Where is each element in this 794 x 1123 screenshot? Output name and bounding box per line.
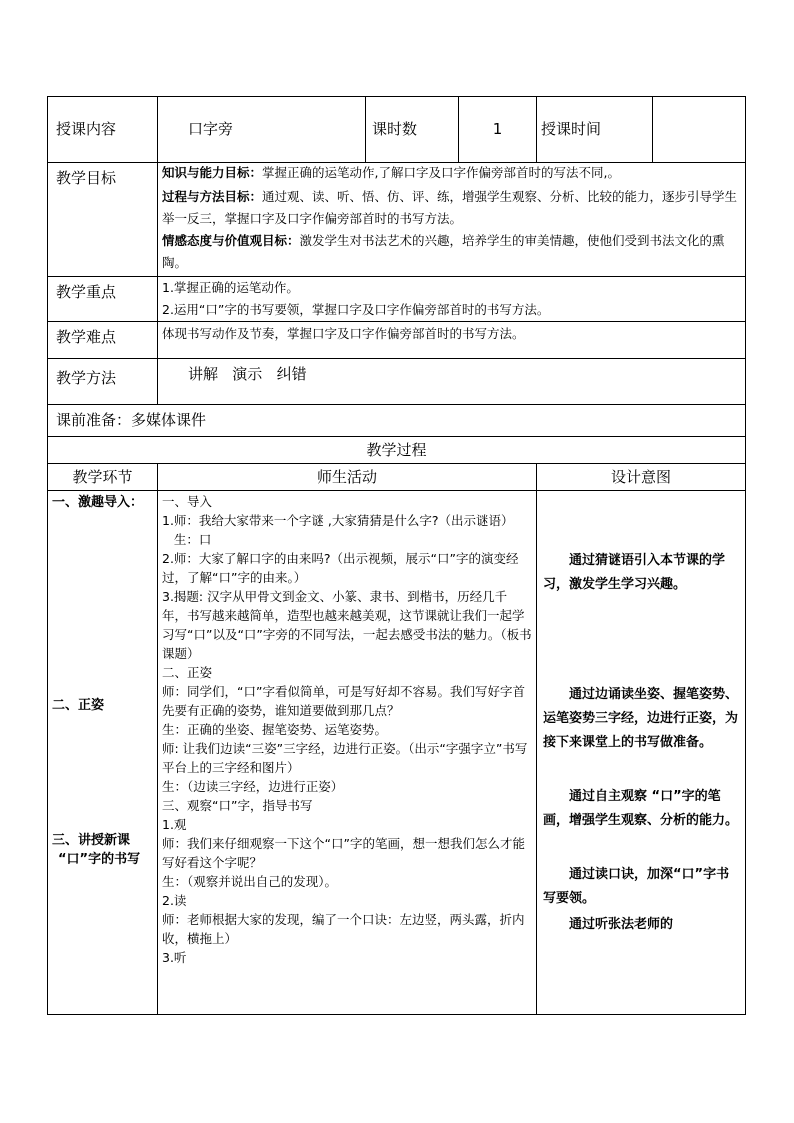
col-activity-header: 师生活动 — [158, 464, 537, 491]
intent-3: 通过自主观察 “口”字的笔画，增强学生观察、分析的能力。 — [543, 789, 739, 828]
emotion-goal — [162, 230, 741, 274]
content-value: 口字旁 — [158, 97, 366, 163]
process-goal-label: 过程与方法目标： — [162, 189, 263, 204]
activity-line: 生：口 — [162, 532, 212, 547]
stage-3-sub: “口”字的书写 — [58, 852, 141, 867]
methods-text: 讲解 演示 纠错 — [158, 359, 746, 405]
key-points-content — [158, 277, 746, 322]
process-goal — [162, 186, 741, 230]
process-goal-text: 通过观、读、听、悟、仿、评、练，增强学生观察、分析、比较的能力，逐步引导学生举一反三，掌握口字及口字作偏旁部首时的书写方法。 — [162, 189, 738, 226]
key-point-2: 2.运用“口”字的书写要领，掌握口字及口字作偏旁部首时的书写方法。 — [162, 302, 550, 317]
activity-line: 3.听 — [162, 950, 187, 965]
prep-text: 课前准备：多媒体课件 — [48, 405, 746, 437]
content-label: 授课内容 — [48, 97, 158, 163]
col-intent-header: 设计意图 — [537, 464, 746, 491]
goals-row — [48, 163, 746, 277]
activity-line: 1.观 — [162, 817, 187, 832]
activity-line: 师: 让我们边读“三姿”三字经，边进行正姿。（出示“字强字立”书写平台上的三字经和图片） — [162, 741, 528, 775]
methods-row — [48, 359, 746, 405]
activity-line: 一、导入 — [162, 494, 213, 509]
activity-line: 生：正确的坐姿、握笔姿势、运笔姿势。 — [162, 722, 388, 737]
knowledge-goal — [162, 163, 741, 182]
intent-1: 通过猜谜语引入本节课的学习，激发学生学习兴趣。 — [543, 553, 726, 592]
activity-line: 二、正姿 — [162, 665, 213, 680]
prep-row — [48, 405, 746, 437]
activity-line: 2.读 — [162, 893, 187, 908]
emotion-goal-text: 激发学生对书法艺术的兴趣，培养学生的审美情趣，使他们受到书法文化的熏陶。 — [162, 233, 725, 270]
stage-1: 一、激趣导入： — [52, 495, 144, 510]
activity-line: 生：（观察并说出自己的发现）。 — [162, 874, 338, 889]
key-points-label: 教学重点 — [48, 277, 158, 322]
difficulties-row — [48, 322, 746, 359]
emotion-goal-label: 情感态度与价值观目标： — [162, 233, 300, 248]
activity-line: 3.揭题: 汉字从甲骨文到金文、小篆、隶书、到楷书，历经几千年，书写越来越简单，造型也越来越美观，这节课就让我们一起学习写“口”以及“口”字旁的不同写法，一起去感受书法的魅力。（板书课题） — [162, 589, 532, 661]
intent-column — [537, 491, 746, 1015]
goals-content — [158, 163, 746, 277]
knowledge-goal-text: 掌握正确的运笔动作,了解口字及口字作偏旁部首时的写法不同,。 — [262, 165, 620, 180]
activity-line: 师：同学们，“口”字看似简单，可是写好却不容易。我们写好字首先要有正确的姿势，谁知道要做到那几点？ — [162, 684, 525, 718]
key-points-row — [48, 277, 746, 322]
knowledge-goal-label: 知识与能力目标： — [162, 165, 263, 180]
activity-column — [158, 491, 537, 1015]
goals-label: 教学目标 — [48, 163, 158, 277]
stage-column — [48, 491, 158, 1015]
process-title: 教学过程 — [48, 437, 746, 464]
col-stage-header: 教学环节 — [48, 464, 158, 491]
activity-line: 1.师：我给大家带来一个字谜 ,大家猜猜是什么字?（出示谜语） — [162, 513, 514, 528]
process-header-row — [48, 464, 746, 491]
stage-3: 三、讲授新课 — [52, 833, 131, 848]
intent-2: 通过边诵读坐姿、握笔姿势、运笔姿势三字经，边进行正姿，为接下来课堂上的书写做准备。 — [543, 687, 739, 750]
process-body-row — [48, 491, 746, 1015]
activity-line: 2.师：大家了解口字的由来吗?（出示视频，展示“口”字的演变经过，了解“口”字的由来。） — [162, 551, 519, 585]
lesson-plan-table — [47, 96, 746, 1015]
hours-value: 1 — [459, 97, 537, 163]
activity-line: 师：老师根据大家的发现，编了一个口诀：左边竖，两头露，折内收，横拖上） — [162, 912, 525, 946]
activity-line: 三、观察“口”字，指导书写 — [162, 798, 313, 813]
hours-label: 课时数 — [366, 97, 459, 163]
difficulties-label: 教学难点 — [48, 322, 158, 359]
process-title-row — [48, 437, 746, 464]
intent-5: 通过听张法老师的 — [569, 917, 674, 932]
difficulties-text: 体现书写动作及节奏，掌握口字及口字作偏旁部首时的书写方法。 — [158, 322, 746, 359]
key-point-1: 1.掌握正确的运笔动作。 — [162, 280, 299, 295]
stage-2: 二、正姿 — [52, 698, 105, 713]
lesson-plan-page — [47, 96, 745, 1015]
methods-label: 教学方法 — [48, 359, 158, 405]
header-row — [48, 97, 746, 163]
activity-line: 生：（边读三字经，边进行正姿） — [162, 779, 344, 794]
activity-line: 师：我们来仔细观察一下这个“口”字的笔画，想一想我们怎么才能写好看这个字呢？ — [162, 836, 525, 870]
time-label: 授课时间 — [537, 97, 653, 163]
intent-4: 通过读口诀，加深“口”字书写要领。 — [543, 867, 730, 906]
time-value — [653, 97, 746, 163]
